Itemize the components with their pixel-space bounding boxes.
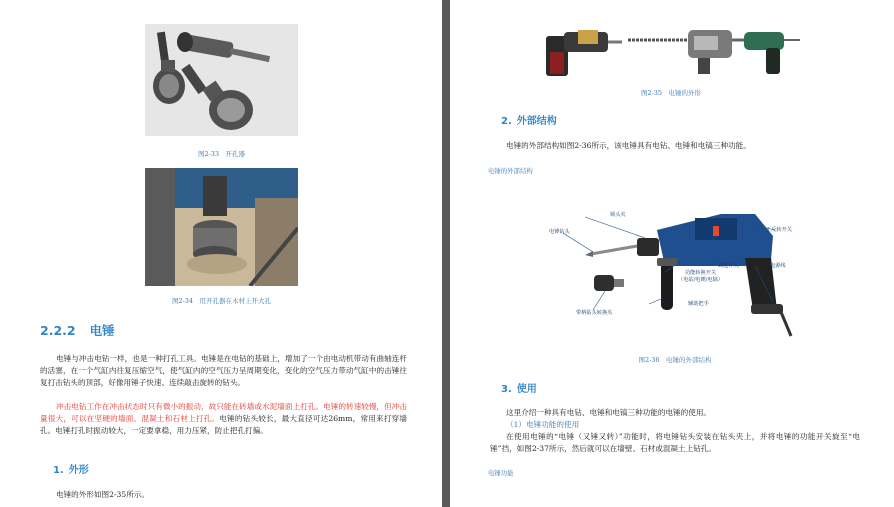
label-lock-sleeve: 锁头夹: [610, 212, 626, 218]
hammer-drill-diagram: [545, 196, 805, 341]
section-number: 2.2.2: [40, 323, 76, 338]
hammer-drills-photo: [538, 22, 804, 80]
label-power-cord: 电源线: [770, 263, 786, 269]
subheading-number: 2.: [501, 116, 512, 127]
side-note-structure: 电锤的外部结构: [488, 167, 533, 175]
paragraph-appearance: 电锤的外形如图2-35所示。: [56, 490, 149, 499]
label-quick-chuck: 带柄钻头转换夹: [576, 310, 613, 316]
left-page: [0, 0, 442, 507]
fig-2-36-caption: 图2-36 电锤的外部结构: [638, 356, 712, 364]
subheading-structure: [501, 112, 557, 127]
usage-step-heading: （1）电锤功能的使用: [506, 420, 580, 429]
label-drill-bit: 电锤钻头: [549, 229, 570, 235]
subheading-appearance: [53, 461, 89, 476]
subheading-text: 外形: [68, 465, 89, 476]
fig-2-34-caption: 图2-34 用开孔器在木材上开大孔: [171, 297, 272, 305]
label-forward-reverse: 正反转开关: [766, 227, 792, 233]
subheading-text: 外部结构: [516, 116, 557, 127]
fig-2-33-caption: 图2-33 开孔器: [197, 150, 246, 158]
fig-2-35-caption: 图2-35 电锤的外形: [640, 89, 702, 97]
right-page: [450, 0, 894, 507]
section-heading: [40, 321, 115, 339]
subheading-usage: [501, 380, 537, 395]
paragraph-comparison-rest: 电锤的钻头较长，最大直径可达26mm，常用来打穿墙孔。电锤打孔时振动较大，一定要拿稳，用力压紧，防止把孔打偏。: [40, 414, 408, 435]
subheading-number: 1.: [53, 465, 64, 476]
paragraph-hammer-function: 在使用电锤的“电锤（又锤又转）”功能时，将电锤钻头安装在钻头夹上，并将电锤的功能开关旋至“电锤”挡，如图2-37所示，然后就可以在墙壁、石材或混凝土上钻孔。: [490, 432, 860, 453]
label-aux-handle: 辅助把手: [688, 301, 709, 307]
label-speed-switch: 调速开关: [718, 263, 739, 269]
hole-saw-in-use-photo: [145, 168, 298, 286]
paragraph-structure: 电锤的外部结构如图2-36所示，该电锤具有电钻、电锤和电镐三种功能。: [506, 141, 751, 150]
paragraph-usage-intro: 这里介绍一种具有电钻、电锤和电镐三种功能的电锤的使用。: [506, 408, 712, 417]
subheading-number: 3.: [501, 384, 512, 395]
section-title: 电锤: [89, 323, 115, 338]
subheading-text: 使用: [516, 384, 537, 395]
paragraph-intro: 电锤与冲击电钻一样，也是一种打孔工具。电锤是在电钻的基础上，增加了一个由电动机带动有曲轴连杆的活塞，在一个气缸内往复压缩空气，使气缸内的空气压力呈周期变化，变化的空气压力带动气缸中的击锤往复打击钻头的顶部，好像用锤子快速、连续敲击旋转的钻头。: [40, 354, 407, 387]
label-function-switch: 功能转换开关 （电钻/电锤/电镐）: [678, 270, 723, 283]
paragraph-comparison: [40, 401, 407, 437]
side-note-hammer-function: 电锤功能: [488, 469, 514, 477]
hole-saw-photo: [145, 24, 298, 136]
highlight-text: 冲击电钻工作在冲击状态时只有微小的振动，故只能在砖墙或水泥墙面上打孔。电锤的转速较慢，但冲击量很大，可以在坚硬的墙面、混凝土和石材上打孔。: [40, 402, 407, 423]
